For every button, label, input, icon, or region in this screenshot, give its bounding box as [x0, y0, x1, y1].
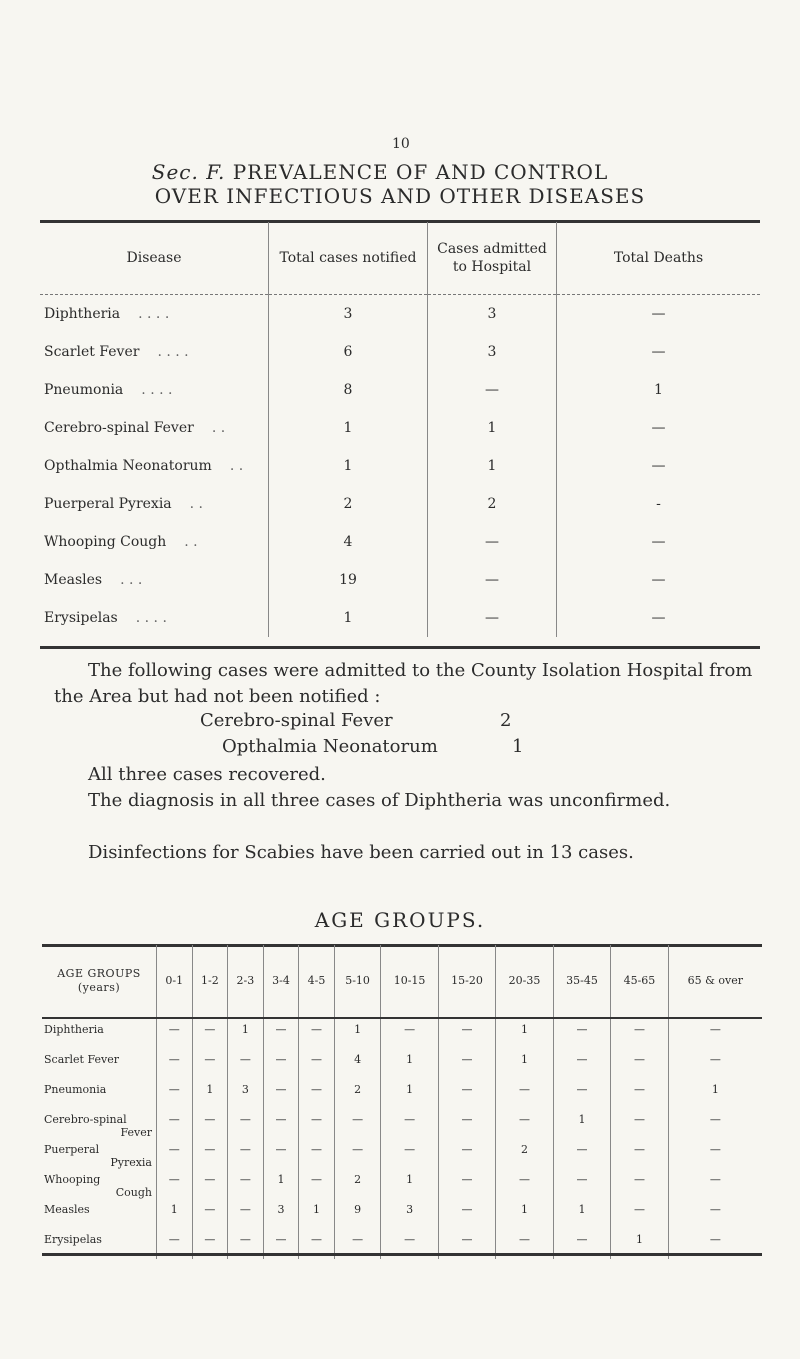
- age-group-header: 4-5: [299, 945, 335, 1018]
- age-group-header: 1-2: [192, 945, 228, 1018]
- table-row: [40, 599, 760, 637]
- notified-cell: 4: [269, 523, 428, 561]
- diagnosis-paragraph: The diagnosis in all three cases of Diphtheria was unconfirmed.: [88, 790, 671, 811]
- notified-cell: 3: [269, 295, 428, 334]
- count-cell: —: [496, 1169, 553, 1199]
- deaths-cell: —: [557, 333, 761, 371]
- disease-cell: Pneumonia . . . .: [44, 382, 173, 398]
- leader-dots: . . . .: [141, 382, 173, 398]
- age-group-header: 0-1: [157, 945, 193, 1018]
- count-cell: —: [611, 1199, 668, 1229]
- header-deaths: Total Deaths: [557, 222, 761, 295]
- deaths-cell: —: [557, 523, 761, 561]
- count-cell: —: [496, 1109, 553, 1139]
- deaths-cell: —: [557, 295, 761, 334]
- age-group-header: 20-35: [496, 945, 553, 1018]
- unnotified-item: [222, 736, 524, 757]
- disease-cell: Whooping Cough . .: [44, 534, 198, 550]
- notified-cell: 6: [269, 333, 428, 371]
- admitted-cell: —: [428, 561, 557, 599]
- count-cell: —: [668, 1018, 762, 1049]
- count-cell: —: [299, 1109, 335, 1139]
- count-cell: —: [334, 1109, 381, 1139]
- count-cell: —: [668, 1169, 762, 1199]
- count-cell: —: [611, 1109, 668, 1139]
- deaths-cell: —: [557, 447, 761, 485]
- deaths-cell: —: [557, 599, 761, 637]
- count-cell: —: [611, 1049, 668, 1079]
- count-cell: —: [228, 1139, 264, 1169]
- count-cell: —: [611, 1018, 668, 1049]
- leader-dots: . .: [211, 420, 226, 436]
- count-cell: —: [263, 1139, 299, 1169]
- count-cell: 1: [192, 1079, 228, 1109]
- age-group-header: 2-3: [228, 945, 264, 1018]
- count-cell: 2: [496, 1139, 553, 1169]
- count-cell: —: [668, 1109, 762, 1139]
- disease-cell: Measles: [44, 1203, 90, 1216]
- leader-dots: . . .: [120, 572, 143, 588]
- count-cell: —: [668, 1229, 762, 1259]
- title-line-2: OVER INFECTIOUS AND OTHER DISEASES: [154, 184, 646, 208]
- count-cell: 4: [334, 1049, 381, 1079]
- count-cell: —: [299, 1169, 335, 1199]
- notified-cell: 1: [269, 447, 428, 485]
- count-cell: —: [263, 1018, 299, 1049]
- count-cell: —: [299, 1139, 335, 1169]
- table-row: [42, 1139, 762, 1169]
- count-cell: —: [553, 1018, 610, 1049]
- unnotified-item-label: Cerebro-spinal Fever: [200, 710, 393, 731]
- count-cell: —: [553, 1079, 610, 1109]
- count-cell: —: [263, 1049, 299, 1079]
- count-cell: —: [668, 1199, 762, 1229]
- count-cell: —: [192, 1018, 228, 1049]
- leader-dots: . .: [189, 496, 204, 512]
- table2-bottom-rule: [42, 1253, 762, 1256]
- count-cell: —: [192, 1169, 228, 1199]
- disease-cell: Erysipelas . . . .: [44, 610, 167, 626]
- leader-dots: . . . .: [135, 610, 167, 626]
- count-cell: —: [668, 1139, 762, 1169]
- count-cell: —: [438, 1169, 495, 1199]
- header-admitted: Cases admitted to Hospital: [428, 222, 557, 295]
- admitted-cell: —: [428, 523, 557, 561]
- count-cell: —: [438, 1018, 495, 1049]
- count-cell: —: [157, 1049, 193, 1079]
- header-total-notified: Total cases notified: [269, 222, 428, 295]
- count-cell: —: [192, 1229, 228, 1259]
- count-cell: 2: [334, 1079, 381, 1109]
- count-cell: 1: [263, 1169, 299, 1199]
- admitted-cell: 1: [428, 409, 557, 447]
- age-group-header: 10-15: [381, 945, 438, 1018]
- count-cell: —: [228, 1229, 264, 1259]
- header-age-groups: AGE GROUPS (years): [57, 967, 141, 994]
- table-row: [42, 1199, 762, 1229]
- count-cell: —: [553, 1229, 610, 1259]
- disease-cell: Diphtheria . . . .: [44, 306, 170, 322]
- count-cell: —: [157, 1139, 193, 1169]
- count-cell: 1: [381, 1169, 438, 1199]
- admitted-cell: 3: [428, 295, 557, 334]
- count-cell: —: [381, 1139, 438, 1169]
- count-cell: 1: [668, 1079, 762, 1109]
- count-cell: —: [228, 1199, 264, 1229]
- notified-cell: 19: [269, 561, 428, 599]
- unnotified-paragraph: The following cases were admitted to the County Isolation Hospital from the Area but had not been notified :: [54, 660, 753, 707]
- count-cell: —: [611, 1139, 668, 1169]
- count-cell: 1: [496, 1199, 553, 1229]
- age-group-header: 35-45: [553, 945, 610, 1018]
- count-cell: 3: [263, 1199, 299, 1229]
- count-cell: —: [496, 1229, 553, 1259]
- deaths-cell: —: [557, 409, 761, 447]
- disease-cell-continuation: Cough: [115, 1186, 152, 1199]
- disease-cell: Scarlet Fever . . . .: [44, 344, 189, 360]
- count-cell: —: [438, 1139, 495, 1169]
- count-cell: —: [438, 1199, 495, 1229]
- table-row: [42, 1169, 762, 1199]
- count-cell: 1: [157, 1199, 193, 1229]
- disease-cell: Puerperal Pyrexia . .: [44, 496, 204, 512]
- count-cell: —: [553, 1139, 610, 1169]
- unnotified-item-value: 2: [500, 710, 512, 731]
- leader-dots: . . . .: [157, 344, 189, 360]
- disinfection-paragraph: Disinfections for Scabies have been carried out in 13 cases.: [88, 842, 634, 863]
- admitted-cell: 2: [428, 485, 557, 523]
- table-row: [42, 1018, 762, 1049]
- count-cell: —: [668, 1049, 762, 1079]
- count-cell: —: [334, 1229, 381, 1259]
- count-cell: 3: [228, 1079, 264, 1109]
- count-cell: —: [157, 1109, 193, 1139]
- page-number: 10: [392, 136, 410, 152]
- notified-cell: 2: [269, 485, 428, 523]
- count-cell: 3: [381, 1199, 438, 1229]
- disease-cell: Pneumonia: [44, 1083, 107, 1096]
- leader-dots: . .: [229, 458, 244, 474]
- count-cell: —: [438, 1229, 495, 1259]
- admitted-cell: 1: [428, 447, 557, 485]
- age-group-header: 15-20: [438, 945, 495, 1018]
- count-cell: 2: [334, 1169, 381, 1199]
- count-cell: —: [299, 1018, 335, 1049]
- count-cell: —: [192, 1139, 228, 1169]
- count-cell: —: [553, 1049, 610, 1079]
- count-cell: —: [381, 1018, 438, 1049]
- count-cell: 1: [381, 1049, 438, 1079]
- age-group-header: 45-65: [611, 945, 668, 1018]
- admitted-cell: —: [428, 371, 557, 409]
- count-cell: 1: [381, 1079, 438, 1109]
- count-cell: 1: [299, 1199, 335, 1229]
- count-cell: —: [381, 1109, 438, 1139]
- table-row: [40, 523, 760, 561]
- age-group-header: 5-10: [334, 945, 381, 1018]
- count-cell: —: [611, 1169, 668, 1199]
- admitted-cell: 3: [428, 333, 557, 371]
- count-cell: 1: [334, 1018, 381, 1049]
- count-cell: —: [611, 1079, 668, 1109]
- count-cell: —: [263, 1079, 299, 1109]
- header-disease: Disease: [126, 250, 182, 266]
- count-cell: 1: [553, 1199, 610, 1229]
- count-cell: —: [438, 1109, 495, 1139]
- disease-cell: Cerebro-spinal Fever . .: [44, 420, 226, 436]
- table-row: [42, 1049, 762, 1079]
- table-row: [40, 333, 760, 371]
- leader-dots: . . . .: [138, 306, 170, 322]
- disease-cell-continuation: Pyrexia: [110, 1156, 152, 1169]
- notified-cell: 1: [269, 599, 428, 637]
- disease-cell: Scarlet Fever: [44, 1053, 119, 1066]
- disease-notification-table: [40, 222, 760, 637]
- admitted-cell: —: [428, 599, 557, 637]
- disease-cell: Measles . . .: [44, 572, 143, 588]
- count-cell: —: [299, 1049, 335, 1079]
- table1-bottom-rule: [40, 646, 760, 649]
- disease-cell: Puerperal Pyrexia: [44, 1143, 152, 1169]
- table-row: [40, 485, 760, 523]
- count-cell: —: [192, 1109, 228, 1139]
- count-cell: 1: [228, 1018, 264, 1049]
- count-cell: —: [553, 1169, 610, 1199]
- unnotified-item-label: Opthalmia Neonatorum: [222, 736, 438, 757]
- count-cell: —: [228, 1169, 264, 1199]
- disease-cell: Erysipelas: [44, 1233, 102, 1246]
- count-cell: —: [157, 1018, 193, 1049]
- count-cell: —: [228, 1109, 264, 1139]
- age-group-header: 65 & over: [668, 945, 762, 1018]
- count-cell: 1: [496, 1049, 553, 1079]
- count-cell: 9: [334, 1199, 381, 1229]
- count-cell: —: [438, 1049, 495, 1079]
- count-cell: —: [192, 1199, 228, 1229]
- table-row: [40, 561, 760, 599]
- title-line-1: PREVALENCE OF AND CONTROL: [232, 160, 609, 184]
- table-row: [40, 371, 760, 409]
- section-title: [0, 160, 780, 184]
- deaths-cell: 1: [557, 371, 761, 409]
- deaths-cell: -: [557, 485, 761, 523]
- count-cell: —: [192, 1049, 228, 1079]
- recovered-text: All three cases recovered.: [88, 764, 326, 785]
- count-cell: —: [334, 1139, 381, 1169]
- leader-dots: . .: [184, 534, 198, 550]
- count-cell: —: [381, 1229, 438, 1259]
- disease-cell: Opthalmia Neonatorum . .: [44, 458, 244, 474]
- count-cell: —: [228, 1049, 264, 1079]
- count-cell: —: [438, 1079, 495, 1109]
- disease-cell: Cerebro-spinal Fever: [44, 1113, 152, 1139]
- count-cell: —: [263, 1229, 299, 1259]
- section-label: Sec. F.: [151, 160, 226, 184]
- age-groups-table: [42, 945, 762, 1259]
- count-cell: 1: [553, 1109, 610, 1139]
- count-cell: —: [263, 1109, 299, 1139]
- count-cell: —: [496, 1079, 553, 1109]
- disease-cell: Whooping Cough: [44, 1173, 152, 1199]
- count-cell: —: [157, 1229, 193, 1259]
- table-row: [40, 295, 760, 334]
- notified-cell: 8: [269, 371, 428, 409]
- table-row: [42, 1079, 762, 1109]
- table-row: [40, 409, 760, 447]
- notified-cell: 1: [269, 409, 428, 447]
- disease-cell-continuation: Fever: [120, 1126, 152, 1139]
- age-groups-title: AGE GROUPS.: [314, 908, 486, 932]
- table-row: [40, 447, 760, 485]
- table-row: [42, 1109, 762, 1139]
- count-cell: —: [299, 1229, 335, 1259]
- deaths-cell: —: [557, 561, 761, 599]
- count-cell: —: [157, 1079, 193, 1109]
- unnotified-item: [200, 710, 512, 731]
- count-cell: —: [299, 1079, 335, 1109]
- disease-cell: Diphtheria: [44, 1023, 104, 1036]
- count-cell: 1: [496, 1018, 553, 1049]
- unnotified-item-value: 1: [512, 736, 524, 757]
- age-group-header: 3-4: [263, 945, 299, 1018]
- count-cell: —: [157, 1169, 193, 1199]
- count-cell: 1: [611, 1229, 668, 1259]
